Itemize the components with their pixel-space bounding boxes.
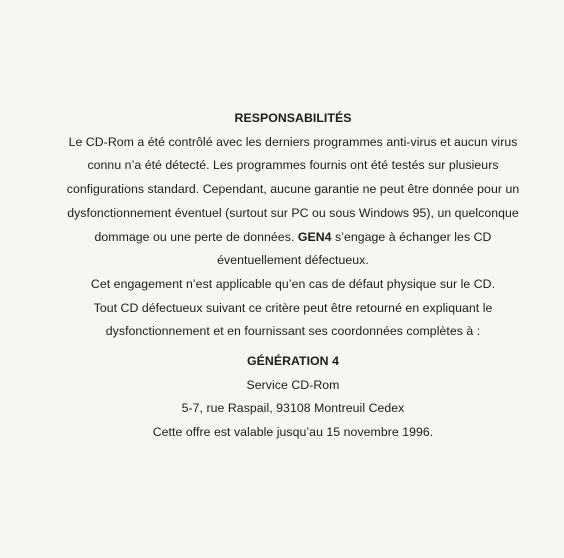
return-instructions-paragraph <box>40 297 546 344</box>
department-name: Service CD-Rom <box>246 377 340 392</box>
company-name: GÉNÉRATION 4 <box>247 354 339 369</box>
paragraph-line: dysfonctionnement et en fournissant ses coordonnées complètes à : <box>105 324 481 339</box>
paragraph-line: éventuellement défectueux. <box>217 253 369 268</box>
paragraph-text: dommage ou une perte de données. <box>94 229 298 244</box>
offer-validity: Cette offre est valable jusqu’au 15 novembre 1996. <box>152 425 434 440</box>
paragraph-line: Tout CD défectueux suivant ce critère peut être retourné en expliquant le <box>93 300 493 315</box>
paragraph-line-with-brand <box>40 226 546 250</box>
section-heading: RESPONSABILITÉS <box>234 111 352 125</box>
paragraph-line: Cet engagement n’est applicable qu’en cas de défaut physique sur le CD. <box>90 276 496 291</box>
paragraph-text: s’engage à échanger les CD <box>331 229 492 244</box>
paragraph-line: dysfonctionnement éventuel (surtout sur PC ou sous Windows 95), un quelconque <box>67 205 519 220</box>
virus-warranty-paragraph <box>40 131 546 273</box>
responsibility-notice <box>40 107 546 445</box>
return-address <box>40 350 546 445</box>
street-address: 5-7, rue Raspail, 93108 Montreuil Cedex <box>181 401 405 416</box>
paragraph-line: configurations standard. Cependant, aucune garantie ne peut être donnée pour un <box>66 182 520 197</box>
brand-name: GEN4 <box>297 229 332 244</box>
paragraph-line: Le CD-Rom a été contrôlé avec les derniers programmes anti-virus et aucun virus <box>68 134 518 149</box>
paragraph-line: connu n’a été détecté. Les programmes fournis ont été testés sur plusieurs <box>87 158 499 173</box>
physical-defect-paragraph <box>40 273 546 297</box>
